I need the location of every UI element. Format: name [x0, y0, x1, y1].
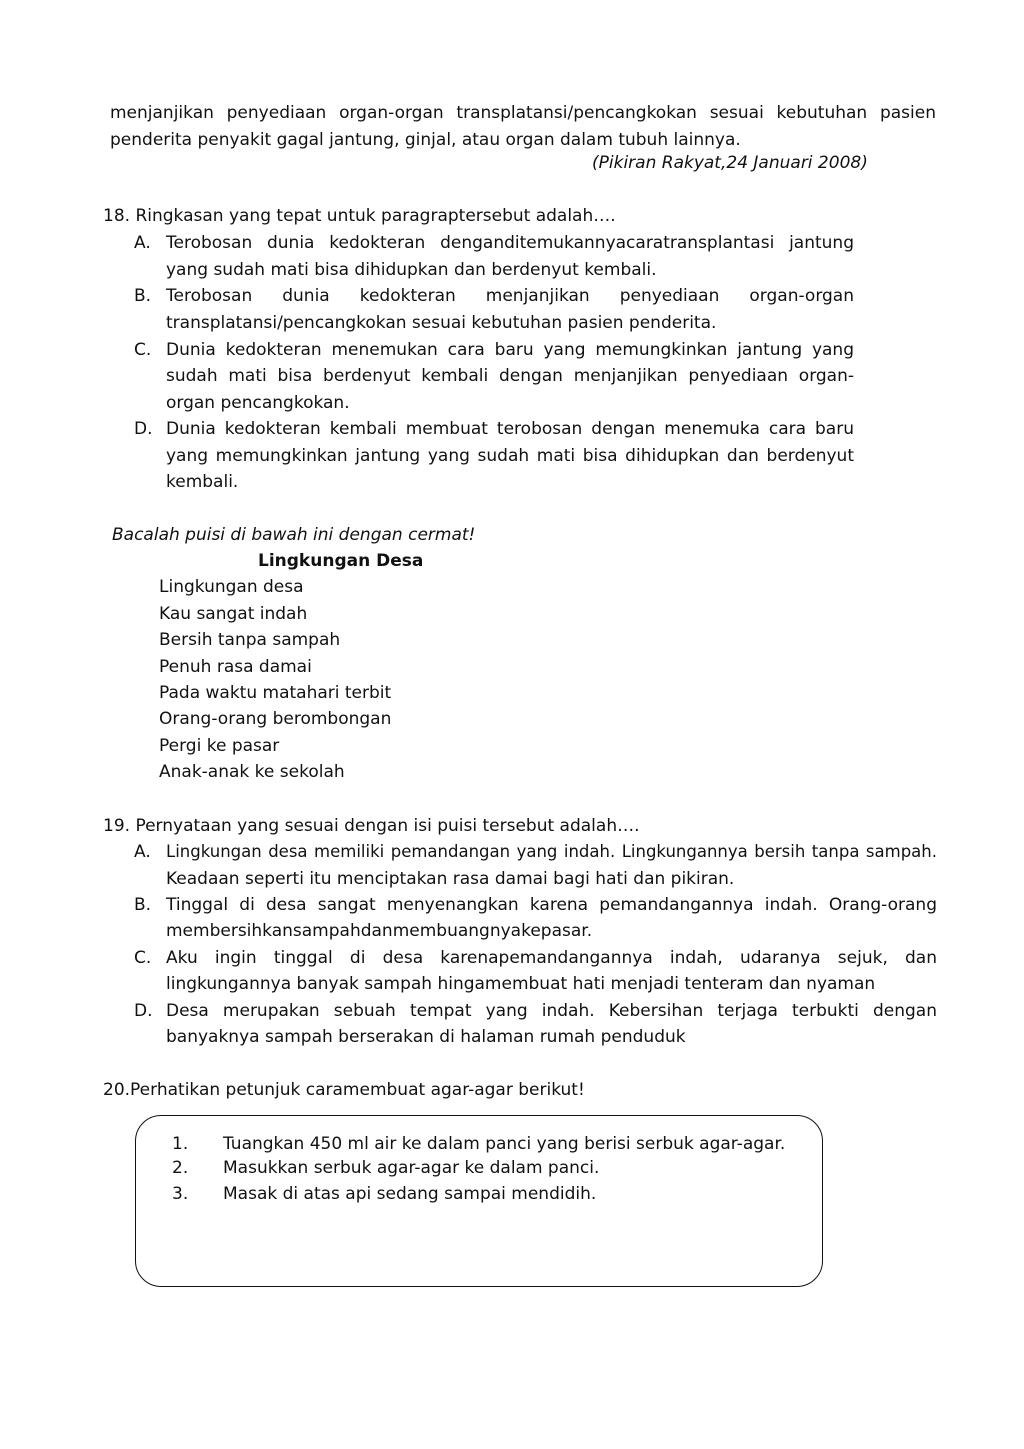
option-letter: A. — [134, 842, 151, 862]
passage-line: menjanjikan penyediaan organ-organ transplatansi/pencangkokan sesuai kebutuhan pasien — [110, 103, 936, 123]
poem-title: Lingkungan Desa — [258, 551, 424, 571]
option-text: banyaknya sampah berserakan di halaman rumah penduduk — [166, 1027, 686, 1047]
option-text: organ pencangkokan. — [166, 393, 350, 413]
option-text: Dunia kedokteran kembali membuat terobosan dengan menemuka cara baru — [166, 419, 854, 439]
step-text: Masak di atas api sedang sampai mendidih. — [223, 1184, 597, 1204]
step-number: 1. — [172, 1134, 189, 1154]
option-text: Aku ingin tinggal di desa karenapemandangannya indah, udaranya sejuk, dan — [166, 948, 937, 968]
poem-line: Pergi ke pasar — [159, 736, 280, 756]
poem-line: Penuh rasa damai — [159, 657, 312, 677]
step-number: 3. — [172, 1184, 189, 1204]
option-letter: B. — [134, 895, 152, 915]
option-text: transplatansi/pencangkokan sesuai kebutuhan pasien penderita. — [166, 313, 717, 333]
option-letter: C. — [134, 340, 152, 360]
poem-line: Anak-anak ke sekolah — [159, 762, 345, 782]
step-text: Masukkan serbuk agar-agar ke dalam panci. — [223, 1158, 600, 1178]
option-text: membersihkansampahdanmembuangnyakepasar. — [166, 921, 593, 941]
question-20: 20.Perhatikan petunjuk caramembuat agar-agar berikut! — [103, 1080, 585, 1100]
option-text: lingkungannya banyak sampah hingamembuat hati menjadi tenteram dan nyaman — [166, 974, 876, 994]
option-text: Tinggal di desa sangat menyenangkan karena pemandangannya indah. Orang-orang — [166, 895, 937, 915]
option-text: yang memungkinkan jantung yang sudah mati bisa dihidupkan dan berdenyut — [166, 446, 854, 466]
poem-line: Lingkungan desa — [159, 577, 304, 597]
option-letter: D. — [134, 1001, 153, 1021]
option-text: Terobosan dunia kedokteran denganditemukannyacaratransplantasi jantung — [166, 233, 854, 253]
option-text: kembali. — [166, 472, 239, 492]
option-letter: C. — [134, 948, 152, 968]
step-text: Tuangkan 450 ml air ke dalam panci yang berisi serbuk agar-agar. — [223, 1134, 786, 1154]
poem-instruction: Bacalah puisi di bawah ini dengan cermat! — [112, 525, 476, 545]
option-letter: B. — [134, 286, 152, 306]
option-text: Keadaan seperti itu menciptakan rasa damai bagi hati dan pikiran. — [166, 869, 735, 889]
option-text: yang sudah mati bisa dihidupkan dan berdenyut kembali. — [166, 260, 657, 280]
option-text: Desa merupakan sebuah tempat yang indah. Kebersihan terjaga terbukti dengan — [166, 1001, 937, 1021]
option-text: Dunia kedokteran menemukan cara baru yang memungkinkan jantung yang — [166, 340, 854, 360]
question-18: 18. Ringkasan yang tepat untuk paragraptersebut adalah…. — [103, 206, 616, 226]
option-text: Lingkungan desa memiliki pemandangan yang indah. Lingkungannya bersih tanpa sampah. — [166, 842, 937, 861]
passage-line: penderita penyakit gagal jantung, ginjal, atau organ dalam tubuh lainnya. — [110, 130, 741, 150]
passage-source: (Pikiran Rakyat,24 Januari 2008) — [592, 153, 868, 173]
poem-line: Kau sangat indah — [159, 604, 308, 624]
poem-line: Pada waktu matahari terbit — [159, 683, 392, 703]
step-number: 2. — [172, 1158, 189, 1178]
option-text: Terobosan dunia kedokteran menjanjikan penyediaan organ-organ — [166, 286, 854, 306]
option-letter: A. — [134, 233, 151, 253]
poem-line: Orang-orang berombongan — [159, 709, 392, 729]
option-text: sudah mati bisa berdenyut kembali dengan menjanjikan penyediaan organ- — [166, 366, 854, 386]
option-letter: D. — [134, 419, 153, 439]
poem-line: Bersih tanpa sampah — [159, 630, 341, 650]
question-19: 19. Pernyataan yang sesuai dengan isi puisi tersebut adalah…. — [103, 816, 640, 836]
